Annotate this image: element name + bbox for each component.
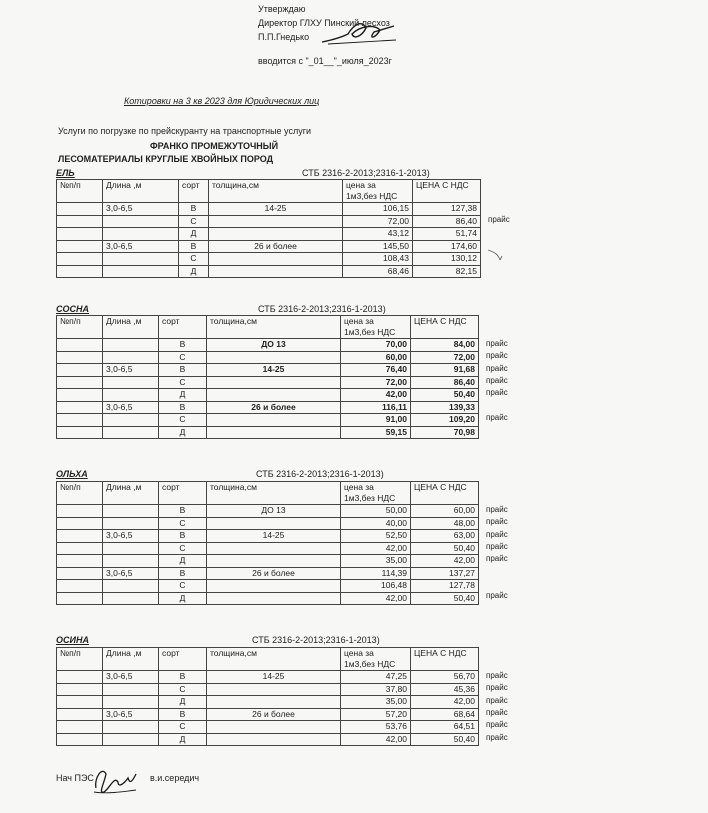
cell-grade: С xyxy=(159,414,207,427)
document-title: Котировки на 3 кв 2023 для Юридических лиц xyxy=(124,96,320,106)
cell-price: 91,00 xyxy=(341,414,411,427)
cell-length xyxy=(103,414,159,427)
cell-thickness xyxy=(209,265,343,278)
cell-grade: С xyxy=(159,517,207,530)
table-row xyxy=(57,414,479,427)
table-row xyxy=(57,389,479,402)
cell-length xyxy=(103,733,159,746)
cell-thickness xyxy=(207,389,341,402)
table-row xyxy=(57,253,481,266)
cell-num xyxy=(57,351,103,364)
column-header-num: №п/п xyxy=(57,648,103,671)
franco-heading: ФРАНКО ПРОМЕЖУТОЧНЫЙ xyxy=(150,141,279,151)
cell-length xyxy=(103,696,159,709)
column-header-price xyxy=(343,180,413,203)
cell-num xyxy=(57,505,103,518)
cell-price: 116,11 xyxy=(341,401,411,414)
cell-thickness xyxy=(207,426,341,439)
cell-grade: Д xyxy=(159,389,207,402)
price-list-note: прайс xyxy=(486,683,508,693)
price-list-note: прайс xyxy=(486,412,508,422)
cell-price: 72,00 xyxy=(343,215,413,228)
column-header-length: Длина ,м xyxy=(103,648,159,671)
column-header-thickness: толщина,см xyxy=(207,316,341,339)
section-standard: СТБ 2316-2-2013;2316-1-2013) xyxy=(258,304,386,314)
cell-num xyxy=(57,567,103,580)
table-row xyxy=(57,708,479,721)
cell-num xyxy=(57,592,103,605)
cell-price: 37,80 xyxy=(341,683,411,696)
column-header-num: №п/п xyxy=(57,316,103,339)
cell-grade: С xyxy=(159,376,207,389)
cell-grade: В xyxy=(159,671,207,684)
cell-price: 52,50 xyxy=(341,530,411,543)
table-row xyxy=(57,364,479,377)
cell-vat: 127,78 xyxy=(411,580,479,593)
cell-price: 42,00 xyxy=(341,592,411,605)
cell-vat: 64,51 xyxy=(411,721,479,734)
cell-vat: 50,40 xyxy=(411,389,479,402)
column-header-length: Длина ,м xyxy=(103,180,179,203)
services-note: Услуги по погрузке по прейскуранту на транспортные услуги xyxy=(58,126,312,136)
cell-length xyxy=(103,228,179,241)
cell-num xyxy=(57,530,103,543)
cell-thickness xyxy=(207,517,341,530)
cell-price: 108,43 xyxy=(343,253,413,266)
cell-price: 76,40 xyxy=(341,364,411,377)
cell-length xyxy=(103,426,159,439)
cell-price: 57,20 xyxy=(341,708,411,721)
column-header-grade: сорт xyxy=(159,316,207,339)
column-header-length: Длина ,м xyxy=(103,316,159,339)
column-header-thickness: толщина,см xyxy=(209,180,343,203)
price-list-note: прайс xyxy=(486,388,508,398)
column-header-price-line2: 1м3,без НДС xyxy=(344,659,396,669)
footer-role: Нач ПЭС xyxy=(56,773,94,783)
cell-length xyxy=(103,351,159,364)
cell-grade: С xyxy=(159,683,207,696)
director-signature xyxy=(318,14,398,50)
table-header-row xyxy=(57,180,481,203)
cell-num xyxy=(57,696,103,709)
section-name: ОЛЬХА xyxy=(56,469,88,479)
cell-length xyxy=(103,683,159,696)
cell-length xyxy=(103,253,179,266)
table-row xyxy=(57,517,479,530)
footer-name: в.и.середич xyxy=(150,773,200,783)
cell-price: 106,15 xyxy=(343,203,413,216)
column-header-price xyxy=(341,316,411,339)
cell-thickness: 26 и более xyxy=(209,240,343,253)
cell-grade: С xyxy=(159,351,207,364)
cell-price: 43,12 xyxy=(343,228,413,241)
table-row xyxy=(57,567,479,580)
cell-price: 145,50 xyxy=(343,240,413,253)
section-name: ЕЛЬ xyxy=(56,168,75,178)
cell-vat: 42,00 xyxy=(411,696,479,709)
cell-vat: 91,68 xyxy=(411,364,479,377)
cell-num xyxy=(57,426,103,439)
column-header-num: №п/п xyxy=(57,482,103,505)
cell-price: 42,00 xyxy=(341,389,411,402)
cell-num xyxy=(57,401,103,414)
price-list-note: прайс xyxy=(486,707,508,717)
cell-vat: 137,27 xyxy=(411,567,479,580)
cell-num xyxy=(57,721,103,734)
price-list-note: прайс xyxy=(486,517,508,527)
price-table-el xyxy=(56,179,481,278)
price-list-note: прайс xyxy=(486,375,508,385)
table-header-row xyxy=(57,482,479,505)
column-header-price-line2: 1м3,без НДС xyxy=(344,493,396,503)
cell-price: 42,00 xyxy=(341,542,411,555)
price-list-note: прайс xyxy=(486,541,508,551)
cell-vat: 84,00 xyxy=(411,339,479,352)
column-header-price-line1: цена за xyxy=(346,180,376,190)
table-row xyxy=(57,696,479,709)
price-list-note: прайс xyxy=(488,215,510,225)
cell-vat: 50,40 xyxy=(411,733,479,746)
table-row xyxy=(57,401,479,414)
cell-length xyxy=(103,265,179,278)
cell-num xyxy=(57,671,103,684)
table-row xyxy=(57,530,479,543)
cell-vat: 82,15 xyxy=(413,265,481,278)
cell-thickness xyxy=(207,592,341,605)
cell-num xyxy=(57,203,103,216)
column-header-num: №п/п xyxy=(57,180,103,203)
cell-grade: Д xyxy=(159,426,207,439)
price-list-note: прайс xyxy=(486,720,508,730)
price-list-note: прайс xyxy=(486,732,508,742)
cell-length: 3,0-6,5 xyxy=(103,203,179,216)
column-header-price-line1: цена за xyxy=(344,316,374,326)
table-row xyxy=(57,351,479,364)
cell-price: 47,25 xyxy=(341,671,411,684)
effective-date: вводится с "_01__"_июля_2023г xyxy=(258,56,392,66)
cell-grade: С xyxy=(159,542,207,555)
table-row xyxy=(57,339,479,352)
column-header-price-line1: цена за xyxy=(344,648,374,658)
cell-price: 70,00 xyxy=(341,339,411,352)
section-name: СОСНА xyxy=(56,304,89,314)
cell-grade: С xyxy=(179,253,209,266)
cell-vat: 127,38 xyxy=(413,203,481,216)
section-standard: СТБ 2316-2-2013;2316-1-2013) xyxy=(302,168,430,178)
cell-thickness xyxy=(209,253,343,266)
cell-length xyxy=(103,555,159,568)
economist-signature xyxy=(88,754,140,798)
cell-num xyxy=(57,215,103,228)
cell-vat: 130,12 xyxy=(413,253,481,266)
cell-price: 50,00 xyxy=(341,505,411,518)
cell-vat: 50,40 xyxy=(411,542,479,555)
cell-length xyxy=(103,505,159,518)
cell-vat: 56,70 xyxy=(411,671,479,684)
cell-vat: 70,98 xyxy=(411,426,479,439)
cell-length: 3,0-6,5 xyxy=(103,364,159,377)
cell-length xyxy=(103,542,159,555)
table-row xyxy=(57,592,479,605)
table-row xyxy=(57,580,479,593)
column-header-thickness: толщина,см xyxy=(207,648,341,671)
cell-grade: Д xyxy=(159,592,207,605)
cell-length xyxy=(103,592,159,605)
cell-grade: Д xyxy=(179,228,209,241)
price-list-note: прайс xyxy=(486,591,508,601)
section-standard: СТБ 2316-2-2013;2316-1-2013) xyxy=(256,469,384,479)
table-row xyxy=(57,228,481,241)
round-timber-heading: ЛЕСОМАТЕРИАЛЫ КРУГЛЫЕ ХВОЙНЫХ ПОРОД xyxy=(58,154,274,164)
cell-price: 72,00 xyxy=(341,376,411,389)
cell-price: 35,00 xyxy=(341,555,411,568)
cell-price: 40,00 xyxy=(341,517,411,530)
cell-num xyxy=(57,517,103,530)
cell-thickness: 26 и более xyxy=(207,401,341,414)
cell-thickness: ДО 13 xyxy=(207,505,341,518)
cell-vat: 42,00 xyxy=(411,555,479,568)
cell-length: 3,0-6,5 xyxy=(103,671,159,684)
cell-num xyxy=(57,228,103,241)
cell-grade: В xyxy=(159,530,207,543)
cell-vat: 50,40 xyxy=(411,592,479,605)
cell-thickness xyxy=(207,555,341,568)
cell-vat: 60,00 xyxy=(411,505,479,518)
column-header-price-line2: 1м3,без НДС xyxy=(346,191,398,201)
price-list-note: прайс xyxy=(486,671,508,680)
cell-thickness xyxy=(207,376,341,389)
price-list-note: прайс xyxy=(486,554,508,564)
cell-thickness: 26 и более xyxy=(207,708,341,721)
column-header-grade: сорт xyxy=(159,482,207,505)
cell-vat: 45,36 xyxy=(411,683,479,696)
cell-num xyxy=(57,542,103,555)
table-header-row xyxy=(57,648,479,671)
table-row xyxy=(57,426,479,439)
check-mark-icon xyxy=(486,246,514,262)
cell-num xyxy=(57,733,103,746)
cell-grade: С xyxy=(159,721,207,734)
cell-grade: Д xyxy=(159,696,207,709)
cell-grade: Д xyxy=(159,733,207,746)
cell-length: 3,0-6,5 xyxy=(103,401,159,414)
cell-thickness xyxy=(207,542,341,555)
cell-thickness: 14-25 xyxy=(207,530,341,543)
cell-length xyxy=(103,339,159,352)
column-header-price-line1: цена за xyxy=(344,482,374,492)
price-list-note: прайс xyxy=(486,351,508,361)
cell-num xyxy=(57,339,103,352)
table-row xyxy=(57,265,481,278)
table-row xyxy=(57,671,479,684)
cell-vat: 48,00 xyxy=(411,517,479,530)
cell-length xyxy=(103,389,159,402)
approve-label: Утверждаю xyxy=(258,4,306,14)
cell-thickness xyxy=(207,696,341,709)
price-table-sosna xyxy=(56,315,479,439)
section-standard: СТБ 2316-2-2013;2316-1-2013) xyxy=(252,635,380,645)
column-header-vat: ЦЕНА С НДС xyxy=(411,482,479,505)
price-table-olkha xyxy=(56,481,479,605)
cell-num xyxy=(57,376,103,389)
cell-num xyxy=(57,683,103,696)
cell-length: 3,0-6,5 xyxy=(103,708,159,721)
cell-price: 68,46 xyxy=(343,265,413,278)
table-row xyxy=(57,555,479,568)
cell-vat: 86,40 xyxy=(411,376,479,389)
column-header-price-line2: 1м3,без НДС xyxy=(344,327,396,337)
cell-num xyxy=(57,253,103,266)
cell-num xyxy=(57,389,103,402)
cell-vat: 86,40 xyxy=(413,215,481,228)
cell-num xyxy=(57,240,103,253)
cell-vat: 68,64 xyxy=(411,708,479,721)
table-row xyxy=(57,203,481,216)
price-table-osina xyxy=(56,647,479,746)
cell-length xyxy=(103,215,179,228)
cell-num xyxy=(57,708,103,721)
column-header-grade: сорт xyxy=(179,180,209,203)
cell-length xyxy=(103,580,159,593)
cell-price: 106,48 xyxy=(341,580,411,593)
cell-thickness xyxy=(207,721,341,734)
cell-thickness xyxy=(207,733,341,746)
cell-price: 42,00 xyxy=(341,733,411,746)
column-header-grade: сорт xyxy=(159,648,207,671)
cell-grade: С xyxy=(159,580,207,593)
cell-length: 3,0-6,5 xyxy=(103,240,179,253)
cell-price: 60,00 xyxy=(341,351,411,364)
column-header-price xyxy=(341,648,411,671)
cell-grade: В xyxy=(159,401,207,414)
cell-thickness: ДО 13 xyxy=(207,339,341,352)
table-header-row xyxy=(57,316,479,339)
director-title: Директор ГЛХУ Пинский лесхоз xyxy=(258,18,390,28)
cell-grade: В xyxy=(159,339,207,352)
column-header-vat: ЦЕНА С НДС xyxy=(411,648,479,671)
table-row xyxy=(57,733,479,746)
cell-thickness: 14-25 xyxy=(209,203,343,216)
section-name: ОСИНА xyxy=(56,635,89,645)
cell-thickness: 14-25 xyxy=(207,364,341,377)
cell-thickness xyxy=(207,683,341,696)
column-header-vat: ЦЕНА С НДС xyxy=(413,180,481,203)
cell-grade: В xyxy=(179,240,209,253)
cell-grade: Д xyxy=(179,265,209,278)
cell-length: 3,0-6,5 xyxy=(103,567,159,580)
price-list-note: прайс xyxy=(486,363,508,373)
column-header-vat: ЦЕНА С НДС xyxy=(411,316,479,339)
cell-grade: В xyxy=(159,364,207,377)
cell-vat: 139,33 xyxy=(411,401,479,414)
cell-grade: В xyxy=(159,708,207,721)
price-list-note: прайс xyxy=(486,695,508,705)
cell-vat: 72,00 xyxy=(411,351,479,364)
price-list-note: прайс xyxy=(486,339,508,348)
table-row xyxy=(57,505,479,518)
cell-num xyxy=(57,555,103,568)
cell-num xyxy=(57,265,103,278)
cell-thickness: 14-25 xyxy=(207,671,341,684)
cell-num xyxy=(57,414,103,427)
cell-vat: 109,20 xyxy=(411,414,479,427)
cell-grade: В xyxy=(159,567,207,580)
cell-length xyxy=(103,376,159,389)
cell-length xyxy=(103,517,159,530)
cell-num xyxy=(57,364,103,377)
cell-grade: С xyxy=(179,215,209,228)
table-row xyxy=(57,376,479,389)
cell-length xyxy=(103,721,159,734)
cell-vat: 63,00 xyxy=(411,530,479,543)
cell-price: 35,00 xyxy=(341,696,411,709)
column-header-length: Длина ,м xyxy=(103,482,159,505)
price-list-note: прайс xyxy=(486,505,508,514)
table-row xyxy=(57,542,479,555)
column-header-thickness: толщина,см xyxy=(207,482,341,505)
cell-thickness: 26 и более xyxy=(207,567,341,580)
director-name: П.П.Гнедько xyxy=(258,32,310,42)
cell-thickness xyxy=(207,414,341,427)
cell-price: 114,39 xyxy=(341,567,411,580)
column-header-price xyxy=(341,482,411,505)
cell-vat: 174,60 xyxy=(413,240,481,253)
cell-thickness xyxy=(209,228,343,241)
cell-thickness xyxy=(209,215,343,228)
cell-num xyxy=(57,580,103,593)
cell-grade: В xyxy=(159,505,207,518)
cell-grade: В xyxy=(179,203,209,216)
table-row xyxy=(57,240,481,253)
table-row xyxy=(57,721,479,734)
cell-price: 59,15 xyxy=(341,426,411,439)
cell-thickness xyxy=(207,580,341,593)
cell-thickness xyxy=(207,351,341,364)
cell-vat: 51,74 xyxy=(413,228,481,241)
cell-length: 3,0-6,5 xyxy=(103,530,159,543)
price-list-note: прайс xyxy=(486,529,508,539)
cell-grade: Д xyxy=(159,555,207,568)
table-row xyxy=(57,215,481,228)
table-row xyxy=(57,683,479,696)
cell-price: 53,76 xyxy=(341,721,411,734)
